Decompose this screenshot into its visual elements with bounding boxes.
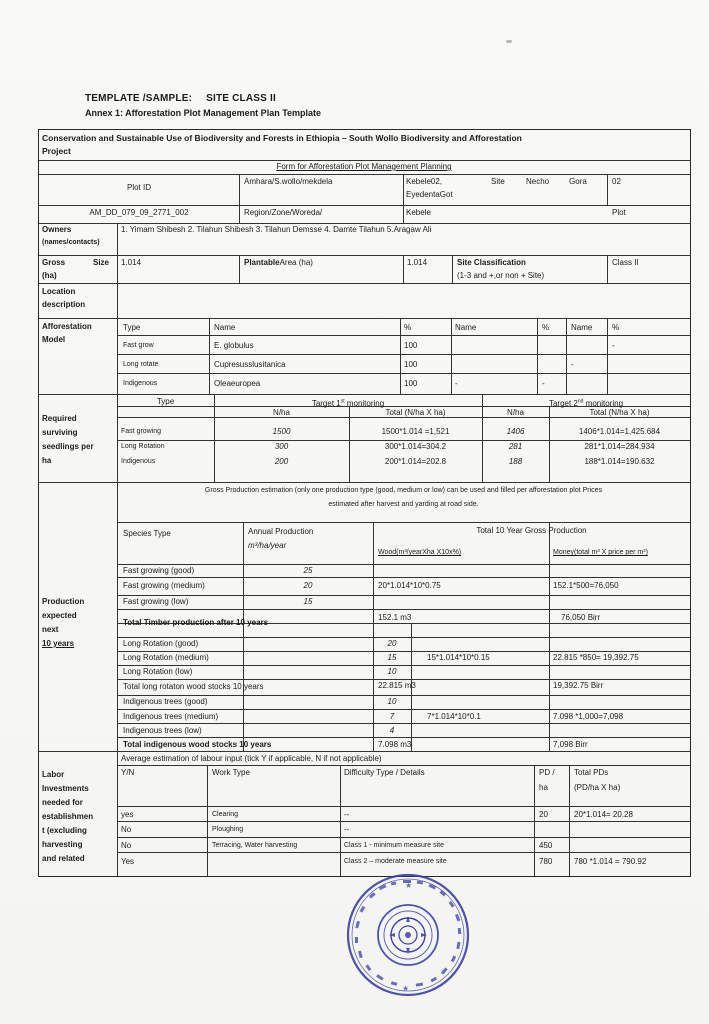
ind-money: 7.098 *1,000=7,098 xyxy=(553,712,624,721)
seedling-row-n1: 200 xyxy=(274,457,289,466)
seedling-row-t1: 300*1.014=304.2 xyxy=(384,442,447,451)
plot-label: Plot xyxy=(612,208,626,217)
total2-header: Total (N/ha X ha) xyxy=(589,408,650,417)
lr-calc: 15*1.014*10*0.15 xyxy=(427,653,490,662)
seedling-row-type: Fast growing xyxy=(121,428,162,435)
plot-id-value: AM_DD_079_09_2771_002 xyxy=(89,208,189,217)
svg-text:★: ★ xyxy=(402,984,410,993)
annual-production-unit: m³/ha/year xyxy=(248,541,287,550)
aff-row-cell: - xyxy=(542,379,545,388)
kebele-label: Kebele xyxy=(406,208,431,217)
seedling-row-t1: 1500*1.014 =1,521 xyxy=(381,427,450,436)
plot-id-label: Plot ID xyxy=(126,183,151,192)
labor-row-work: Clearing xyxy=(212,811,239,818)
aff-row-type: Long rotate xyxy=(123,361,159,368)
lr-total-birr: 19,392.75 Birr xyxy=(553,681,604,690)
seedling-row-t1: 200*1.014=202.8 xyxy=(384,457,447,466)
labor-row-work: Terracing, Water harvesting xyxy=(212,842,298,849)
labor-label-1: Labor xyxy=(42,770,65,779)
official-seal-stamp xyxy=(345,872,471,998)
aff-row-cell: - xyxy=(571,360,574,369)
lr-money: 22.815 *850= 19,392.75 xyxy=(553,653,639,662)
kebele-value-1: Kebele02, xyxy=(406,177,443,186)
labor-pd-header-1: PD / xyxy=(539,768,555,777)
production-label-4: 10 years xyxy=(42,639,75,648)
production-label-3: next xyxy=(42,625,59,634)
seedling-row-type: Long Rotation xyxy=(121,443,165,450)
labor-label-7: and related xyxy=(42,854,85,863)
seedling-row-t2: 1406*1.014=1,425.684 xyxy=(578,427,661,436)
seedling-row-type: Indigenous xyxy=(121,458,156,465)
wood-header: Wood(m³/yearXha X10x%) xyxy=(378,549,462,556)
plantable-rest: Area (ha) xyxy=(279,258,313,267)
template-title xyxy=(85,93,276,104)
owners-value: 1. Yimam Shibesh 2. Tilahun Shibesh 3. Tilahun Demsse 4. Damte Tilahun 5.Aragaw Ali xyxy=(121,225,432,234)
labor-label-6: harvesting xyxy=(42,840,83,849)
ind-medium-label: Indigenous trees (medium) xyxy=(123,712,219,721)
labor-work-type-header: Work Type xyxy=(212,768,250,777)
gross-size-unit: (ha) xyxy=(42,271,57,280)
aff-header-pct2: % xyxy=(542,323,550,332)
labor-row-diff: -- xyxy=(344,825,350,834)
seedling-row-n1: 300 xyxy=(274,442,289,451)
site-classification-value: Class II xyxy=(612,258,639,267)
lr-low-label: Long Rotation (low) xyxy=(123,667,193,676)
lr-good-label: Long Rotation (good) xyxy=(123,639,199,648)
aff-row-type: Fast grow xyxy=(123,342,154,349)
labor-label-3: needed for xyxy=(42,798,83,807)
labor-row-yn: No xyxy=(121,841,132,850)
ind-total-m3: 7.098 m3 xyxy=(378,740,412,749)
site-classification-sub: (1-3 and +,or non + Site) xyxy=(457,271,545,280)
seedling-row-n2: 281 xyxy=(508,442,523,451)
ind-total-birr: 7,098 Birr xyxy=(553,740,588,749)
owners-label: Owners xyxy=(42,225,72,234)
species-type-header: Species Type xyxy=(123,529,171,538)
fg-low-value: 15 xyxy=(303,597,313,606)
labor-pd-header-2: ha xyxy=(539,783,548,792)
afforestation-label: Afforestation xyxy=(42,322,92,331)
site-value: Necho xyxy=(526,177,550,186)
gora-label: Gora xyxy=(569,177,587,186)
labor-row-diff: -- xyxy=(344,810,350,819)
aff-header-pct: % xyxy=(404,323,412,332)
lr-good-value: 20 xyxy=(387,639,397,648)
lr-medium-label: Long Rotation (medium) xyxy=(123,653,209,662)
lr-total-m3: 22.815 m3 xyxy=(378,681,416,690)
gross-size-value: 1.014 xyxy=(121,258,142,267)
management-plan-form xyxy=(38,129,691,877)
svg-text:★: ★ xyxy=(405,881,413,890)
ind-good-value: 10 xyxy=(387,697,397,706)
seedlings-label-1: Required xyxy=(42,414,77,423)
labor-total-pds-2: (PD/ha X ha) xyxy=(574,783,621,792)
target-1st-monitoring xyxy=(214,396,482,409)
nha-header: N/ha xyxy=(273,408,290,417)
labor-row-yn: No xyxy=(121,825,132,834)
seedling-row-n2: 1406 xyxy=(506,427,525,436)
project-title-line2: Project xyxy=(42,146,71,156)
labor-label-4: establishmen xyxy=(42,812,94,821)
aff-row-type: Indigenous xyxy=(123,380,158,387)
labor-row-yn: yes xyxy=(121,810,134,819)
region-value: Amhara/S.wollo/mekdela xyxy=(244,177,333,186)
seedling-row-t2: 281*1.014=284.934 xyxy=(584,442,655,451)
labor-yn-header: Y/N xyxy=(121,768,135,777)
money-header: Money(total m³ X price per m³) xyxy=(553,549,648,556)
labor-row-pd: 780 xyxy=(539,857,553,866)
region-label: Region/Zone/Woreda/ xyxy=(244,208,323,217)
fg-good-value: 25 xyxy=(303,566,313,575)
aff-header-name3: Name xyxy=(571,323,593,332)
ind-total-label: Total indigenous wood stocks 10 years xyxy=(123,740,272,749)
timber-total-m3: 152.1 m3 xyxy=(378,613,412,622)
ind-low-value: 4 xyxy=(389,726,395,735)
labor-row-total: 20*1.014= 20.28 xyxy=(574,810,633,819)
aff-row-name: E. globulus xyxy=(214,341,254,350)
ind-calc: 7*1.014*10*0.1 xyxy=(427,712,481,721)
labor-row-yn: Yes xyxy=(121,857,135,866)
timber-total-label: Total Timber production after 10 years xyxy=(123,618,269,627)
fg-calc: 20*1.014*10*0.75 xyxy=(378,581,441,590)
aff-row-pct: 100 xyxy=(404,341,418,350)
fg-money: 152.1*500=76,050 xyxy=(553,581,619,590)
labor-heading: Average estimation of labour input (tick Y if applicable, N if not applicable) xyxy=(121,754,382,763)
aff-row-pct: 100 xyxy=(404,379,418,388)
gross-production-note-2: estimated after harvest and yarding at road side. xyxy=(328,501,479,508)
ind-low-label: Indigenous trees (low) xyxy=(123,726,202,735)
annex-subtitle: Annex 1: Afforestation Plot Management Plan Template xyxy=(85,108,322,118)
production-label-1: Production xyxy=(42,597,85,606)
lr-low-value: 10 xyxy=(387,667,397,676)
site-class-heading: SITE CLASS II xyxy=(206,93,276,104)
labor-row-total: 780 *1.014 = 790.92 xyxy=(574,857,647,866)
gross-size-label: Gross xyxy=(42,258,66,267)
ind-good-label: Indigenous trees (good) xyxy=(123,697,208,706)
project-title-line1: Conservation and Sustainable Use of Biodiversity and Forests in Ethiopia – South Wollo Biodiversity and Afforestation xyxy=(42,133,522,143)
lr-medium-value: 15 xyxy=(387,653,397,662)
plantable-bold: Plantable xyxy=(244,258,280,267)
aff-row-pct: 100 xyxy=(404,360,418,369)
gross-size-label-size: Size xyxy=(93,258,110,267)
seedlings-type-header: Type xyxy=(156,397,175,406)
gross-production-note-1: Gross Production estimation (only one production type (good, medium or low) can be used and filled per afforestation plot Prices xyxy=(204,487,603,494)
kebele-value-2: EyedentaGot xyxy=(406,190,453,199)
plantable-area-value: 1.014 xyxy=(407,258,428,267)
lr-total-label: Total long rotaton wood stocks 10 years xyxy=(123,682,264,691)
title-text: TEMPLATE /SAMPLE: xyxy=(85,93,193,104)
labor-row-work: Ploughing xyxy=(212,826,244,833)
form-title: Form for Afforestation Plot Management Planning xyxy=(276,162,452,171)
aff-row-name: Oleaeuropea xyxy=(214,379,261,388)
labor-row-diff: Class 2 – moderate measure site xyxy=(344,858,447,865)
fg-good-label: Fast growing (good) xyxy=(123,566,195,575)
aff-row-cell: - xyxy=(612,341,615,350)
plantable-area-label xyxy=(244,258,313,268)
timber-total-birr: 76,050 Birr xyxy=(561,613,601,622)
labor-row-diff: Class 1 - minimum measure site xyxy=(344,842,444,849)
fg-medium-value: 20 xyxy=(303,581,313,590)
scan-speck xyxy=(506,40,512,43)
production-label-2: expected xyxy=(42,611,77,620)
seedling-row-n2: 188 xyxy=(508,457,523,466)
target1-text: Target 1st monitoring xyxy=(311,398,385,408)
labor-label-2: Investments xyxy=(42,784,89,793)
labor-label-5: t (excluding xyxy=(42,826,87,835)
aff-row-name: Cupresusslusitanica xyxy=(214,360,286,369)
location-label: Location xyxy=(42,287,76,296)
site-label: Site xyxy=(491,177,505,186)
afforestation-sublabel: Model xyxy=(42,335,66,344)
plot-value: 02 xyxy=(612,177,621,186)
location-sublabel: description xyxy=(42,300,86,309)
seedlings-label-3: seedlings per xyxy=(42,442,94,451)
aff-row-cell: - xyxy=(455,379,458,388)
aff-header-name2: Name xyxy=(455,323,477,332)
seedling-row-t2: 188*1.014=190.632 xyxy=(584,457,655,466)
labor-difficulty-header: Difficulty Type / Details xyxy=(344,768,425,777)
aff-header-name: Name xyxy=(214,323,236,332)
target2-text: Target 2nd monitoring xyxy=(548,398,624,408)
fg-medium-label: Fast growing (medium) xyxy=(123,581,205,590)
seedling-row-n1: 1500 xyxy=(272,427,291,436)
ind-medium-value: 7 xyxy=(389,712,395,721)
fg-low-label: Fast growing (low) xyxy=(123,597,189,606)
labor-row-pd: 450 xyxy=(539,841,553,850)
aff-header-type: Type xyxy=(123,323,141,332)
total-10-year-header: Total 10 Year Gross Production xyxy=(476,526,587,535)
owners-sublabel: (names/contacts) xyxy=(42,239,100,246)
labor-total-pds-1: Total PDs xyxy=(574,768,609,777)
site-classification-label: Site Classification xyxy=(457,258,526,267)
seedlings-label-2: surviving xyxy=(42,428,78,437)
labor-row-pd: 20 xyxy=(539,810,548,819)
total-header: Total (N/ha X ha) xyxy=(385,408,446,417)
aff-header-pct3: % xyxy=(612,323,620,332)
annual-production-header: Annual Production xyxy=(248,527,314,536)
nha2-header: N/ha xyxy=(507,408,524,417)
seedlings-label-4: ha xyxy=(42,456,52,465)
target-2nd-monitoring xyxy=(482,396,690,409)
